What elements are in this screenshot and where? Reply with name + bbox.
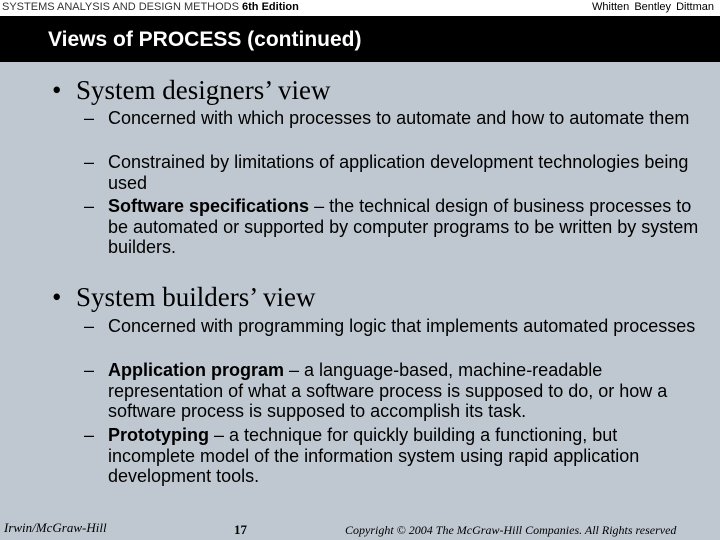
- dash-icon: –: [84, 108, 95, 128]
- sub-item-text: Constrained by limitations of application development technologies being used: [108, 152, 689, 193]
- bullet-builders-view: [52, 282, 315, 312]
- sub-item: [84, 108, 700, 129]
- sub-item: [84, 152, 700, 193]
- sub-item-text: Prototyping – a technique for quickly building a functioning, but incomplete model of the information system using rapid application development tools.: [108, 425, 640, 486]
- bullet-label: System designers’ view: [76, 75, 331, 105]
- bullet-label: System builders’ view: [76, 282, 316, 312]
- book-title: SYSTEMS ANALYSIS AND DESIGN METHODS 6th Edition: [2, 1, 299, 13]
- sub-item: [84, 360, 700, 422]
- sub-item-text: Software specifications – the technical design of business processes to be automated or supported by computer programs to be written by system builders.: [108, 196, 699, 257]
- sub-item: [84, 316, 700, 337]
- title-bar: [0, 16, 720, 62]
- sub-item-text: Concerned with which processes to automate and how to automate them: [108, 108, 690, 128]
- sub-item: [84, 196, 700, 258]
- edition-label: 6th Edition: [242, 1, 299, 13]
- header-bar: [0, 0, 720, 16]
- dash-icon: –: [84, 196, 95, 216]
- sub-item-text: Application program – a language-based, machine-readable representation of what a software process is supposed to do, or how a software process is supposed to accomplish its task.: [108, 360, 668, 421]
- sub-item: [84, 425, 700, 487]
- copyright-label: Copyright © 2004 The McGraw-Hill Companies. All Rights reserved: [345, 523, 677, 537]
- footer: [0, 520, 720, 540]
- bullet-icon: •: [52, 75, 62, 105]
- dash-icon: –: [84, 425, 95, 445]
- bullet-icon: •: [52, 282, 62, 312]
- slide-title: Views of PROCESS (continued): [48, 28, 362, 51]
- sub-item-text: Concerned with programming logic that implements automated processes: [108, 316, 696, 336]
- bullet-designers-view: [52, 75, 330, 105]
- publisher-label: Irwin/McGraw-Hill: [4, 520, 107, 535]
- dash-icon: –: [84, 316, 95, 336]
- page-number: 17: [234, 522, 247, 537]
- dash-icon: –: [84, 152, 95, 172]
- authors-label: Whitten Bentley Dittman: [592, 1, 714, 13]
- dash-icon: –: [84, 360, 95, 380]
